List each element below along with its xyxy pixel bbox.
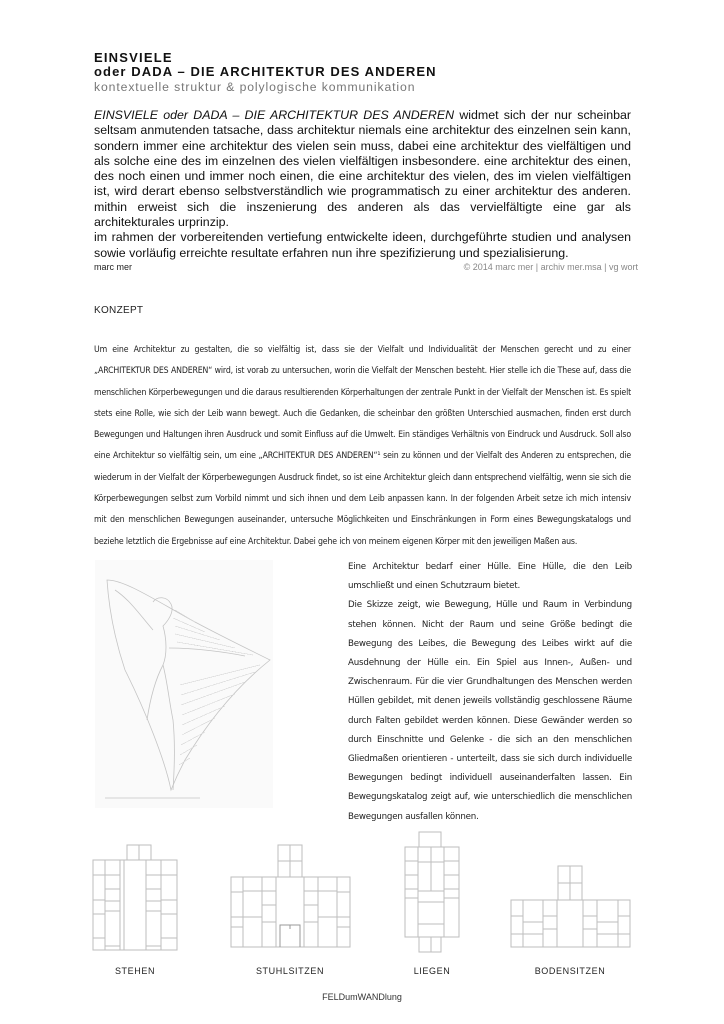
footer-project-name: FELDumWANDlung — [322, 992, 402, 1002]
plan-bodensitzen — [508, 864, 633, 954]
plan-stuhlsitzen — [228, 843, 353, 963]
plan-stehen — [90, 843, 180, 963]
author-name: marc mer — [94, 262, 132, 272]
plan-label-stehen: STEHEN — [114, 966, 156, 976]
figure-sketch-image — [95, 560, 273, 808]
konzept-heading: KONZEPT — [94, 305, 144, 316]
konzept-body: Um eine Architektur zu gestalten, die so vielfältig ist, dass sie der Vielfalt und Individualität der Menschen gerecht und zu einer „ARCHITEKTUR DES ANDEREN“ wird, ist vorab zu untersuchen, worin die Vielfalt der Menschen besteht. Hier stelle ich die These auf, dass die menschlichen Körperbewegungen und die daraus resultierenden Körperhaltungen der zentrale Punkt in der Vielfalt der Menschen ist. Es spielt stets eine Rolle, wie sich der Leib wann bewegt. Auch die Gedanken, die scheinbar den größten Unterschied ausmachen, finden erst durch Bewegungen und Haltungen ihren Ausdruck und somit Einfluss auf die Umwelt. Ein ständiges Verhältnis von Eindruck und Ausdruck. Soll also eine Architektur so vielfältig sein, um eine „ARCHITEKTUR DES ANDEREN“¹ sein zu können und der Vielfalt des Anderen zu entsprechen, die wiederum in der Vielfalt der Körperbewegungen Ausdruck findet, so ist eine Architektur gleich dann entsprechend vielfältig, wenn sie sich die Körperbewegungen selbst zum Vorbild nimmt und sich ihnen und dem Leib anpassen kann. In der folgenden Arbeit setze ich mich intensiv mit den menschlichen Bewegungen auseinander, untersuche Möglichkeiten und Einschränkungen in Form eines Bewegungskatalogs und beziehe letztlich die Ergebnisse auf eine Architektur. Dabei gehe ich von meinem eigenen Körper mit den jeweiligen Maßen aus. — [94, 345, 631, 547]
intro-text — [94, 108, 631, 261]
plan-liegen — [402, 830, 462, 955]
sketch-description-p2: Die Skizze zeigt, wie Bewegung, Hülle und Raum in Verbindung stehen können. Nicht der Raum und seine Größe bedingt die Bewegung des Leibes, die Bewegung des Leibes wirkt auf die Ausdehnung der Hülle ein. Ein Spiel aus Innen-, Außen- und Zwischenraum. Für die vier Grundhaltungen des Menschen werden Hüllen gebildet, mit denen jeweils vollständig geschlossene Räume durch Falten gebildet werden können. Diese Gewänder werden so durch Einschnitte und Gelenke - die sich an den menschlichen Gliedmaßen orientieren - unterteilt, dass sie sich durch individuelle Bewegungen bedingt individuell auseinanderfalten lassen. Ein Bewegungskatalog zeigt auf, wie unterschiedlich die menschlichen Bewegungen ausfallen können. — [348, 600, 632, 822]
intro-paragraph2: im rahmen der vorbereitenden vertiefung entwickelte ideen, durchgeführte studien und analysen sowie vorläufig erreichte resultate erfahren nun ihre spezifizierung und spezialisierung. — [94, 230, 631, 260]
sketch-description-p1: Eine Architektur bedarf einer Hülle. Eine Hülle, die den Leib umschließt und einen Schutzraum bietet. — [348, 562, 632, 592]
intro-title-italic: EINSVIELE oder DADA – DIE ARCHITEKTUR DES ANDEREN — [94, 108, 455, 122]
sketch-description — [348, 558, 632, 827]
plan-label-bodensitzen: BODENSITZEN — [534, 966, 606, 976]
document-title-line2: oder DADA – DIE ARCHITEKTUR DES ANDEREN — [94, 64, 437, 79]
plan-label-stuhlsitzen: STUHLSITZEN — [255, 966, 325, 976]
intro-paragraph1: widmet sich der nur scheinbar seltsam anmutenden tatsache, dass architektur niemals eine architektur des einzelnen sein kann, sondern immer eine architektur des vielen sein muss, dabei eine architektur des vielfältigen und als solche eine des im einzelnen des vielen vielfältigen insbesondere. eine architektur des einen, des noch einen und immer noch einen, die eine architektur des vielen, des im vielen vielfältigen ist, wird derart ebenso selbstverständlich wie programmatisch zu einer architektur des anderen. mithin erweist sich die inszenierung des anderen als das vervielfältigte eine gar als architekturales urprinzip. — [94, 108, 631, 230]
copyright-notice: © 2014 marc mer | archiv mer.msa | vg wort — [463, 262, 638, 272]
document-title-line1: EINSVIELE — [94, 50, 173, 65]
plan-label-liegen: LIEGEN — [413, 966, 451, 976]
document-subtitle: kontextuelle struktur & polylogische kommunikation — [94, 80, 416, 94]
